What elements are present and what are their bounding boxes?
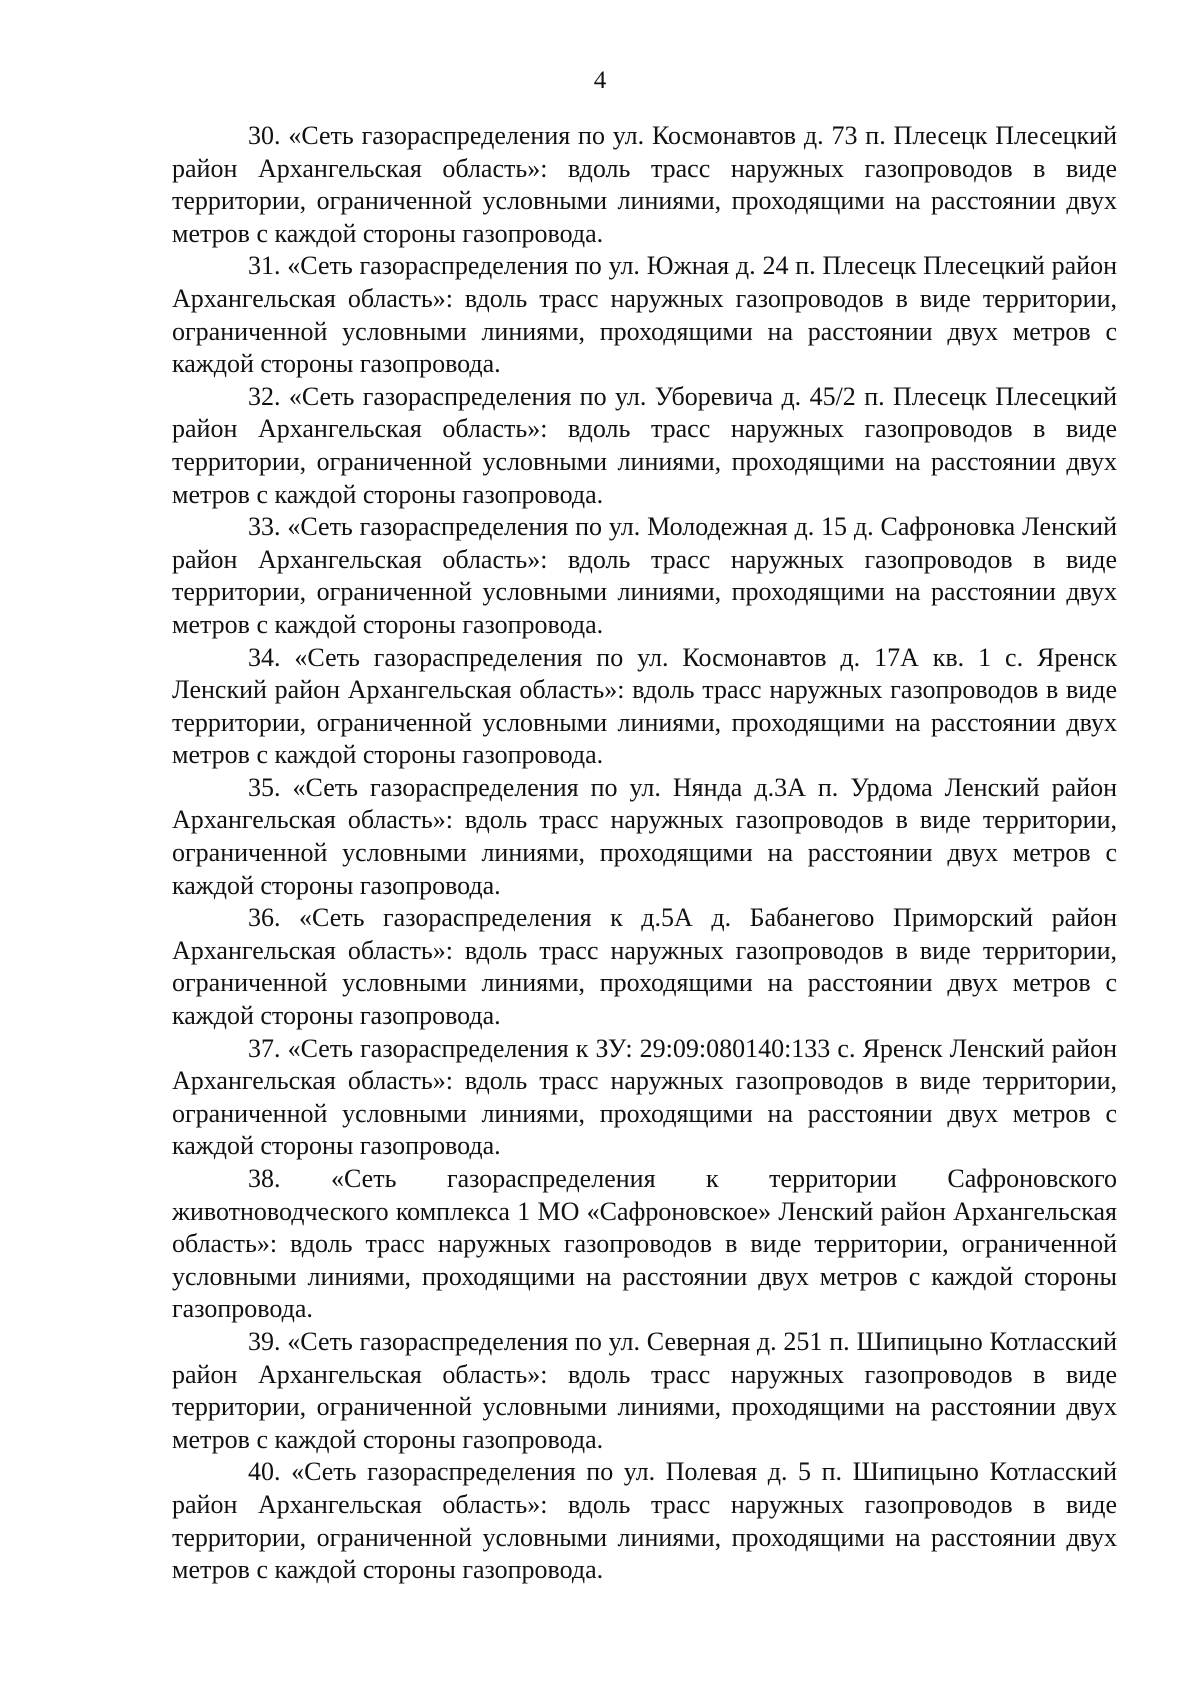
paragraph-item-35: 35. «Сеть газораспределения по ул. Нянда д.3А п. Урдома Ленский район Архангельская область»: вдоль трасс наружных газопроводов в виде территории, ограниченной условными линиями, проходящими на расстоянии двух метров с каждой стороны газопровода. — [172, 772, 1117, 900]
paragraph-item-38: 38. «Сеть газораспределения к территории Сафроновского животноводческого комплекса 1 МО «Сафроновское» Ленский район Архангельская область»: вдоль трасс наружных газопроводов в виде территории, ограниченной условными линиями, проходящими на расстоянии двух метров с каждой стороны газопровода. — [172, 1164, 1117, 1324]
paragraph-item-36: 36. «Сеть газораспределения к д.5А д. Бабанегово Приморский район Архангельская область»: вдоль трасс наружных газопроводов в виде территории, ограниченной условными линиями, проходящими на расстоянии двух метров с каждой стороны газопровода. — [172, 903, 1117, 1031]
paragraph-item-32: 32. «Сеть газораспределения по ул. Уборевича д. 45/2 п. Плесецк Плесецкий район Архангельская область»: вдоль трасс наружных газопроводов в виде территории, ограниченной условными линиями, проходящими на расстоянии двух метров с каждой стороны газопровода. — [172, 381, 1117, 509]
paragraph-item-39: 39. «Сеть газораспределения по ул. Северная д. 251 п. Шипицыно Котласский район Архангельская область»: вдоль трасс наружных газопроводов в виде территории, ограниченной условными линиями, проходящими на расстоянии двух метров с каждой стороны газопровода. — [172, 1326, 1117, 1454]
paragraph-item-34: 34. «Сеть газораспределения по ул. Космонавтов д. 17А кв. 1 с. Яренск Ленский район Архангельская область»: вдоль трасс наружных газопроводов в виде территории, ограниченной условными линиями, проходящими на расстоянии двух метров с каждой стороны газопровода. — [172, 642, 1117, 770]
page-number: 4 — [593, 67, 607, 94]
document-body — [172, 120, 1117, 1587]
paragraph-item-37: 37. «Сеть газораспределения к ЗУ: 29:09:080140:133 с. Яренск Ленский район Архангельская область»: вдоль трасс наружных газопроводов в виде территории, ограниченной условными линиями, проходящими на расстоянии двух метров с каждой стороны газопровода. — [172, 1033, 1117, 1161]
paragraph-item-30: 30. «Сеть газораспределения по ул. Космонавтов д. 73 п. Плесецк Плесецкий район Архангельская область»: вдоль трасс наружных газопроводов в виде территории, ограниченной условными линиями, проходящими на расстоянии двух метров с каждой стороны газопровода. — [172, 121, 1117, 248]
paragraph-item-31: 31. «Сеть газораспределения по ул. Южная д. 24 п. Плесецк Плесецкий район Архангельская область»: вдоль трасс наружных газопроводов в виде территории, ограниченной условными линиями, проходящими на расстоянии двух метров с каждой стороны газопровода. — [172, 251, 1117, 379]
paragraph-item-40: 40. «Сеть газораспределения по ул. Полевая д. 5 п. Шипицыно Котласский район Архангельская область»: вдоль трасс наружных газопроводов в виде территории, ограниченной условными линиями, проходящими на расстоянии двух метров с каждой стороны газопровода. — [172, 1457, 1117, 1585]
paragraph-item-33: 33. «Сеть газораспределения по ул. Молодежная д. 15 д. Сафроновка Ленский район Архангельская область»: вдоль трасс наружных газопроводов в виде территории, ограниченной условными линиями, проходящими на расстоянии двух метров с каждой стороны газопровода. — [172, 512, 1117, 639]
